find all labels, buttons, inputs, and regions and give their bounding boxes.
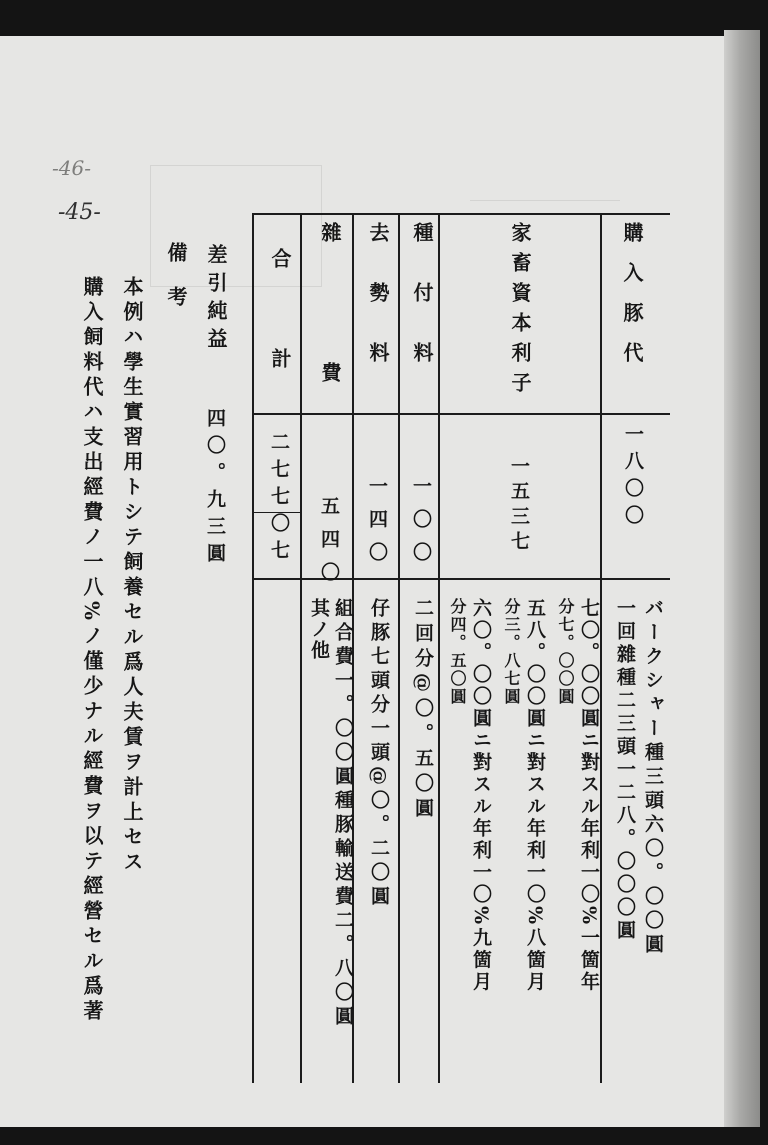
remarks-line-1: 本例ハ學生實習用トシテ飼養セル爲人夫賃ヲ計上セス xyxy=(120,276,144,876)
detail-misc-line-2: 其ノ他 xyxy=(308,598,330,661)
item-label-breeding-fee: 種付料 xyxy=(410,222,434,402)
bleed-through-mark xyxy=(470,160,620,201)
column-rule xyxy=(300,213,302,1083)
item-amount-capital-interest: 一五三七 xyxy=(508,456,530,556)
detail-interest-line-6: 分四。五〇圓 xyxy=(448,598,467,706)
item-label-misc: 雜費 xyxy=(318,222,342,502)
total-amount: 二七七〇七 xyxy=(268,432,290,567)
page-number: -45- xyxy=(58,200,101,225)
detail-castration-fee: 仔豚七頭分一頭@〇。二〇圓 xyxy=(368,598,390,910)
detail-interest-line-4: 分三。八七圓 xyxy=(502,598,521,706)
detail-purchase-line-2: 一回雜種二三頭一二八。〇〇〇圓 xyxy=(614,598,636,943)
page-edge xyxy=(724,30,760,1127)
item-amount-purchase: 一八〇〇 xyxy=(622,424,644,532)
net-profit-label: 差引純益 xyxy=(204,244,228,356)
remarks-label: 備考 xyxy=(164,242,188,330)
item-label-purchase: 購入豚代 xyxy=(620,222,644,382)
item-label-castration-fee: 去勢料 xyxy=(366,222,390,402)
row-separator-detail xyxy=(252,578,670,580)
page-number-faint: -46- xyxy=(52,156,91,180)
item-label-capital-interest: 家畜資本利子 xyxy=(508,222,532,402)
column-rule xyxy=(438,213,440,1083)
detail-interest-line-3: 五八。〇〇圓ニ對スル年利一〇%八箇月 xyxy=(524,598,546,994)
item-amount-castration-fee: 一四〇 xyxy=(366,476,388,575)
detail-interest-line-1: 七〇。〇〇圓ニ對スル年利一〇%一箇年 xyxy=(578,598,600,994)
item-amount-breeding-fee: 一〇〇 xyxy=(410,476,432,575)
column-rule xyxy=(398,213,400,1083)
detail-misc-line-1: 組合費一。〇〇圓種豚輸送費二。八〇圓 xyxy=(332,598,354,1030)
detail-breeding-fee: 二回分@〇。五〇圓 xyxy=(412,598,434,823)
row-separator-amount xyxy=(252,413,670,415)
item-amount-misc: 五四〇 xyxy=(318,496,340,595)
total-label: 合計 xyxy=(268,248,292,448)
detail-interest-line-5: 六〇。〇〇圓ニ對スル年利一〇%九箇月 xyxy=(470,598,492,994)
column-rule xyxy=(252,213,254,1083)
detail-interest-line-2: 分七。〇〇圓 xyxy=(556,598,575,706)
detail-purchase-line-1: バークシャー種三頭六〇。〇〇圓 xyxy=(642,598,664,958)
remarks-line-2: 購入飼料代ハ支出經費ノ一八%ノ僅少ナル經費ヲ以テ經營セル爲著 xyxy=(80,276,104,1026)
net-profit-amount: 四〇。九三圓 xyxy=(204,408,226,570)
table-top-rule xyxy=(252,213,670,215)
